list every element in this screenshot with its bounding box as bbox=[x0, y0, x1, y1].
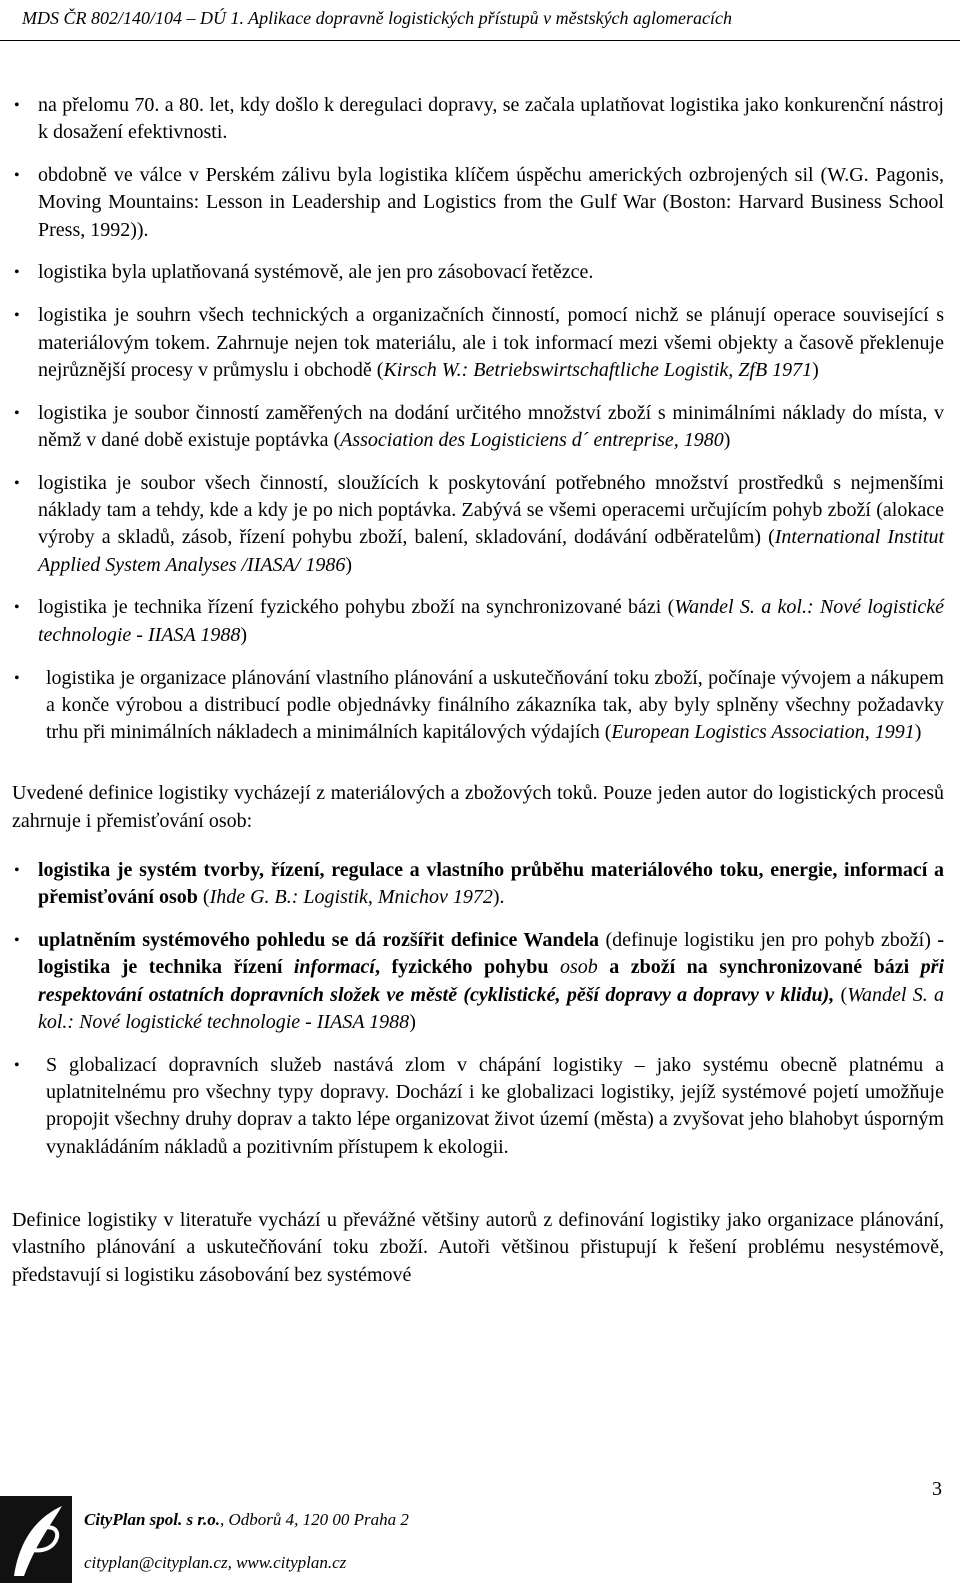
list-item-text: logistika je souhrn všech technických a organizačních činností, pomocí nichž se plánují operace související s materiálovým tokem. Zahrnuje nejen tok materiálu, ale i tok informací mezi všemi objekty a časově překlenuje nejrůznější procesy v průmyslu i obchodě ( bbox=[38, 304, 944, 381]
list-item-text: ( bbox=[197, 886, 210, 909]
list-item bbox=[14, 857, 944, 912]
list-item bbox=[14, 400, 944, 455]
bullet-icon: • bbox=[14, 167, 20, 185]
footer-company: CityPlan spol. s r.o. bbox=[84, 1510, 221, 1529]
bullet-icon: • bbox=[14, 264, 20, 282]
bullet-icon: • bbox=[14, 599, 20, 617]
list-item-text: ) bbox=[240, 623, 248, 646]
list-item-text: - logistika je technika řízení bbox=[38, 929, 944, 979]
list-item bbox=[14, 594, 944, 649]
bullet-icon: • bbox=[14, 932, 20, 950]
page-header bbox=[0, 0, 960, 41]
list-item-text: uplatněním systémového pohledu se dá rozšířit definice Wandela bbox=[38, 929, 600, 952]
bullet-icon: • bbox=[14, 1056, 20, 1074]
list-item-text: Association des Logisticiens d´ entreprise, 1980 bbox=[340, 428, 724, 451]
list-item bbox=[14, 470, 944, 579]
list-item-text: ( bbox=[834, 983, 848, 1006]
list-item-text: S globalizací dopravních služeb nastává zlom v chápání logistiky – jako systému obecně platnému a uplatnitelnému pro všechny typy dopravy. Dochází i ke globalizaci logistiky, jejíž systémové pojetí umožňuje propojit všechny druhy doprav a takto lépe organizovat život území (města) a zvyšovat jeho blahobyt úsporným vynakládáním nákladů a pozitivním přístupem k ekologii. bbox=[46, 1053, 944, 1158]
list-item bbox=[14, 92, 944, 147]
list-item-text: ) bbox=[723, 428, 731, 451]
list-item-text: ) bbox=[914, 721, 922, 744]
list-item-text: logistika je technika řízení fyzického pohybu zboží na synchronizované bázi ( bbox=[38, 596, 675, 619]
list-item-text: logistika je soubor činností zaměřených na dodání určitého množství zboží s minimálními náklady do místa, v němž v dané době existuje poptávka ( bbox=[38, 401, 944, 451]
list-item-text: International Institut Applied System Analyses /IIASA/ 1986 bbox=[38, 526, 944, 576]
list-item-text: European Logistics Association, 1991 bbox=[611, 721, 915, 744]
list-item-text: Ihde G. B.: Logistik, Mnichov 1972 bbox=[209, 886, 493, 909]
list-item-text: (definuje logistiku jen pro pohyb zboží) bbox=[599, 929, 938, 952]
bullet-icon: • bbox=[14, 474, 20, 492]
definition-list-1 bbox=[14, 92, 944, 746]
list-item-text: , fyzického pohybu bbox=[374, 956, 560, 979]
list-item-text: osob bbox=[559, 956, 598, 979]
bullet-icon: • bbox=[14, 862, 20, 880]
list-item bbox=[14, 665, 944, 747]
list-item-text: obdobně ve válce v Perském zálivu byla logistika klíčem úspěchu amerických ozbrojených sil (W.G. Pagonis, Moving Mountains: Lesson in Leadership and Logistics from the Gulf War (Boston: Harvard Business School Press, 1992)). bbox=[38, 164, 944, 241]
list-item-text: Wandel S. a kol.: Nové logistické technologie - IIASA 1988 bbox=[38, 983, 944, 1034]
list-item-text: ) bbox=[345, 553, 353, 576]
footer-company-line bbox=[84, 1510, 409, 1530]
list-item-text: a zboží na synchronizované bázi bbox=[597, 956, 921, 979]
list-item bbox=[14, 259, 944, 286]
definition-list-2 bbox=[14, 857, 945, 1161]
bullet-icon: • bbox=[14, 97, 20, 114]
list-item-text: Wandel S. a kol.: Nové logistické technologie - IIASA 1988 bbox=[38, 596, 944, 646]
bullet-icon: • bbox=[14, 404, 20, 422]
list-item-text: Kirsch W.: Betriebswirtschaftliche Logistik, ZfB 1971 bbox=[383, 358, 813, 381]
list-item-text: logistika je organizace plánování vlastního plánování a uskutečňování toku zboží, počínaje vývojem a nákupem a konče výrobou a distribucí podle objednávky finálního zákazníka tak, aby byly splněny všechny požadavky trhu při minimálních nákladech a minimálních kapitálových výdajích ( bbox=[46, 666, 944, 744]
footer-address: , Odborů 4, 120 00 Praha 2 bbox=[220, 1510, 409, 1529]
paragraph-intro: Uvedené definice logistiky vycházejí z materiálových a zbožových toků. Pouze jeden autor do logistických procesů zahrnuje i přemisťování osob: bbox=[12, 782, 944, 832]
footer-contact: cityplan@cityplan.cz, www.cityplan.cz bbox=[84, 1553, 347, 1572]
bullet-icon: • bbox=[14, 307, 20, 325]
list-item-text: ) bbox=[409, 1011, 416, 1034]
list-item-text: informací bbox=[293, 956, 375, 979]
list-item-text: na přelomu 70. a 80. let, kdy došlo k deregulaci dopravy, se začala uplatňovat logistika jako konkurenční nástroj k dosažení efektivnosti. bbox=[38, 94, 944, 144]
list-item bbox=[14, 927, 945, 1036]
list-item-text: při respektování ostatních dopravních složek ve městě (cyklistické, pěší dopravy a dopravy v klidu), bbox=[38, 956, 945, 1006]
list-item-text: ). bbox=[492, 886, 505, 909]
list-item bbox=[14, 162, 944, 244]
cityplan-logo bbox=[0, 1496, 72, 1583]
paragraph-conclusion: Definice logistiky v literatuře vychází u převážné většiny autorů z definování logistiky jako organizace plánování, vlastního plánování a uskutečňování toku zboží. Autoři většinou přistupují k řešení problému nesystémově, představují si logistiku zásobování bez systémové bbox=[12, 1209, 944, 1286]
list-item-text: logistika je systém tvorby, řízení, regulace a vlastního průběhu materiálového toku, energie, informací a přemisťování osob bbox=[38, 859, 944, 909]
page-number: 3 bbox=[932, 1478, 942, 1500]
bullet-icon: • bbox=[14, 669, 20, 687]
list-item-text: logistika je soubor všech činností, sloužících k poskytování potřebného množství prostředků s nejmenšími náklady tam a tehdy, kde a kdy je po nich poptávka. Zabývá se všemi operacemi určujícím pohyb zboží (alokace výroby a skladů, zásob, řízení pohybu zboží, balení, skladování, dodávání odběratelům) ( bbox=[38, 471, 944, 549]
list-item-text: logistika byla uplatňovaná systémově, ale jen pro zásobovací řetězce. bbox=[38, 261, 594, 284]
header-title: MDS ČR 802/140/104 – DÚ 1. Aplikace dopravně logistických přístupů v městských aglomeracích bbox=[22, 8, 733, 28]
list-item bbox=[14, 1052, 944, 1161]
document-body bbox=[12, 92, 945, 1311]
list-item bbox=[14, 302, 944, 384]
list-item-text: ) bbox=[812, 358, 819, 381]
